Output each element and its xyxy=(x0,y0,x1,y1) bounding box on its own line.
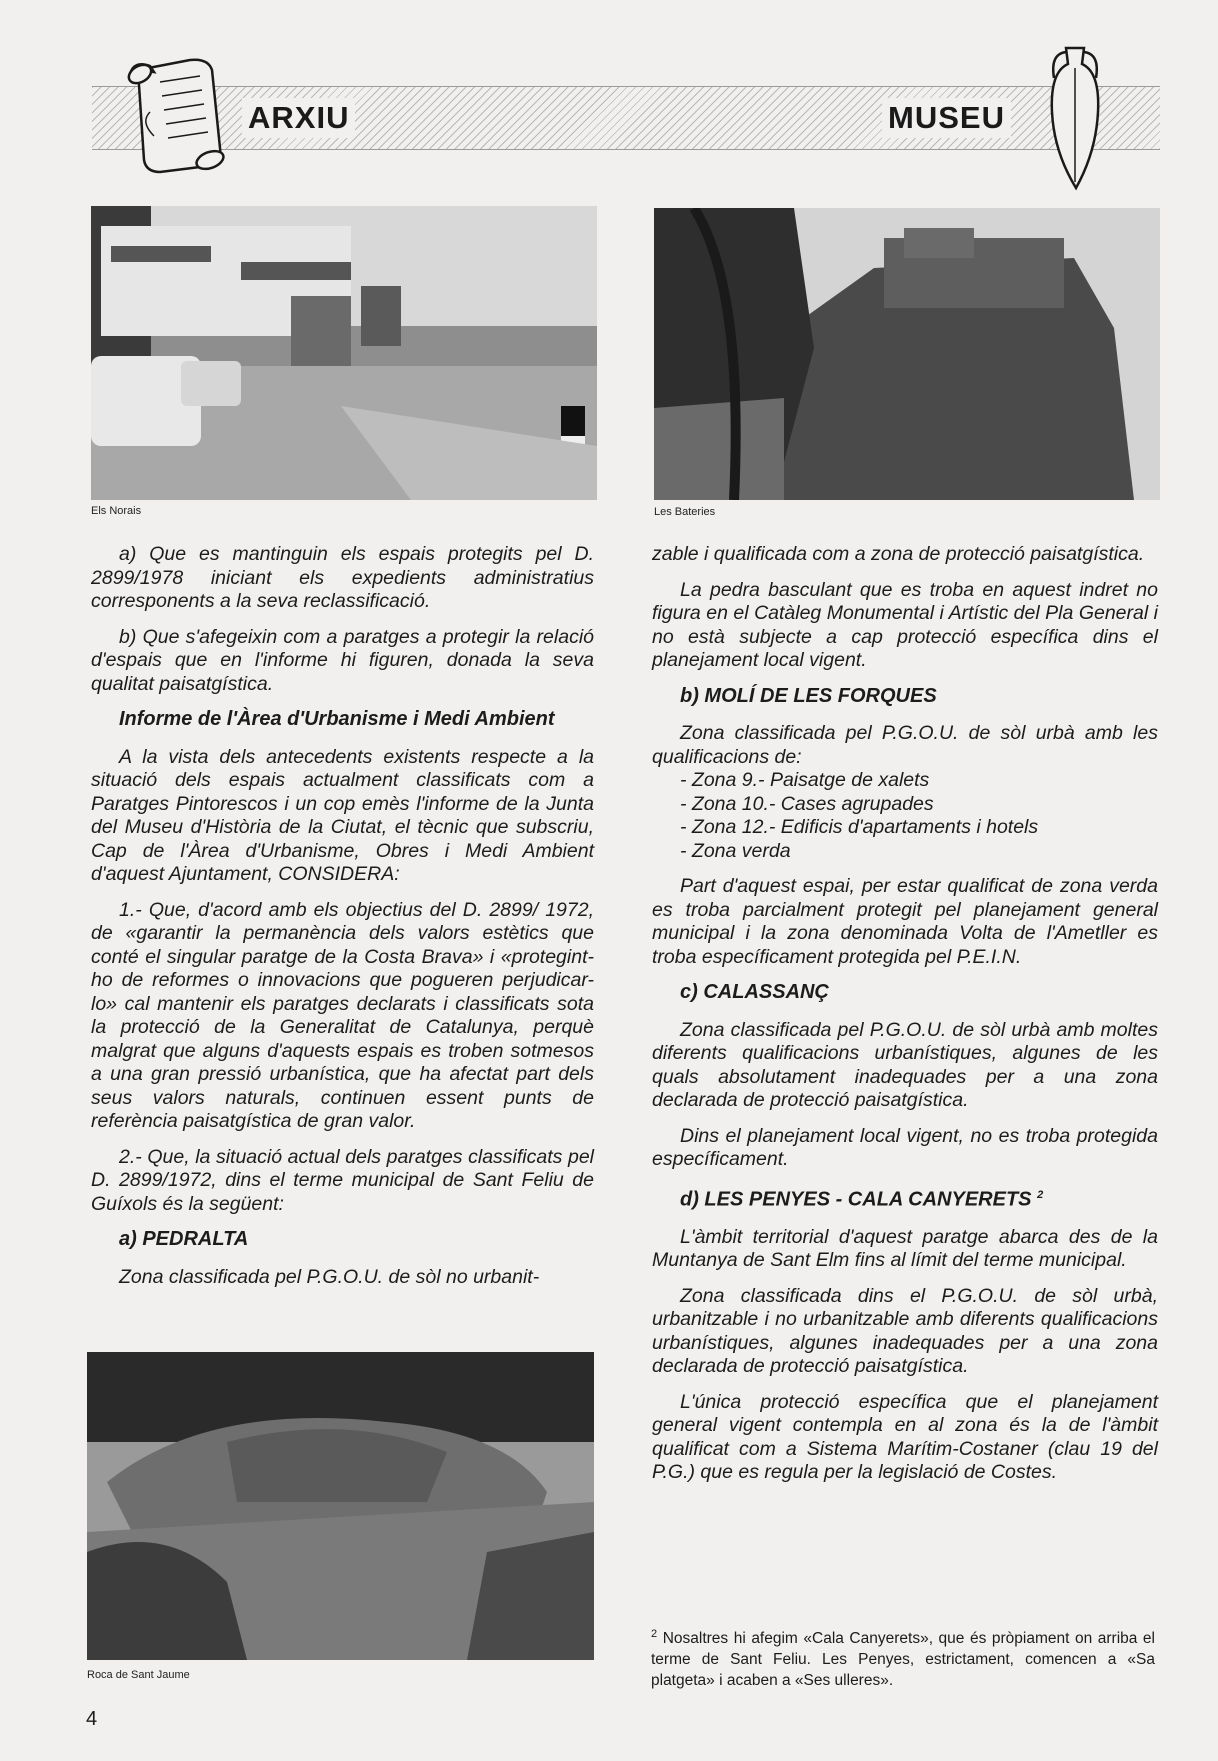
paragraph: 2.- Que, la situació actual dels paratges classificats pel D. 2899/1972, dins el terme municipal de Sant Feliu de Guíxols és la següent: xyxy=(91,1145,594,1215)
list-item: - Zona 10.- Cases agrupades xyxy=(680,792,934,815)
caption-els-norais: Els Norais xyxy=(91,505,142,517)
caption-roca-sant-jaume: Roca de Sant Jaume xyxy=(87,1669,190,1681)
paragraph: A la vista dels antecedents existents respecte a la situació dels espais actualment classificats com a Paratges Pintorescos i un cop emès l'informe de la Junta del Museu d'Història de la Ciutat, el tècnic que subscriu, Cap de l'Àrea d'Urbanisme, Obres i Medi Ambient d'aquest Ajuntament, CONSIDERA: xyxy=(91,745,594,885)
paragraph: a) Que es mantinguin els espais protegits pel D. 2899/1978 iniciant els expedients administratius corresponents a la seva reclassificació. xyxy=(91,543,594,612)
header-title-arxiu: ARXIU xyxy=(242,98,355,138)
section-heading: b) MOLÍ DE LES FORQUES xyxy=(680,684,937,707)
paragraph: Zona classificada dins el P.G.O.U. de sòl urbà, urbanitzable i no urbanitzable amb diferents qualificacions urbanístiques, algunes inadequades per a una zona declarada de protecció paisatgística. xyxy=(652,1284,1158,1378)
paragraph: La pedra basculant que es troba en aquest indret no figura en el Catàleg Monumental i Artístic del Pla General i no està subjecte a cap protecció específica dins el planejament local vigent. xyxy=(652,578,1158,671)
paragraph: Dins el planejament local vigent, no es troba protegida específicament. xyxy=(652,1124,1158,1170)
list-item: - Zona verda xyxy=(680,839,791,862)
section-heading: c) CALASSANÇ xyxy=(680,981,829,1003)
caption-les-bateries: Les Bateries xyxy=(654,506,716,518)
paragraph: Zona classificada pel P.G.O.U. de sòl urbà amb les qualificacions de: xyxy=(652,722,1158,768)
header-title-museu: MUSEU xyxy=(882,98,1011,138)
paragraph: L'àmbit territorial d'aquest paratge abarca des de la Muntanya de Sant Elm fins al límit del terme municipal. xyxy=(652,1225,1158,1272)
paragraph: Zona classificada pel P.G.O.U. de sòl urbà amb moltes diferents qualificacions urbanístiques, algunes de les quals absolutament inadequades per a una zona declarada de protecció paisatgística. xyxy=(652,1018,1158,1111)
paragraph: zable i qualificada com a zona de protecció paisatgística. xyxy=(652,543,1145,565)
heading-text: d) LES PENYES - CALA CANYERETS xyxy=(680,1188,1032,1211)
footnote-text: Nosaltres hi afegim «Cala Canyerets», que és pròpiament on arriba el terme de Sant Feliu. Les Penyes, estrictament, comencen a «Sa platgeta» i acaben a «Ses ulleres». xyxy=(651,1630,1155,1690)
section-heading xyxy=(680,1184,1158,1212)
list-item: - Zona 12.- Edificis d'apartaments i hotels xyxy=(680,816,1039,838)
right-column xyxy=(652,543,1158,1497)
section-heading: a) PEDRALTA xyxy=(119,1228,249,1250)
paragraph: L'única protecció específica que el planejament general vigent contempla en al zona és la de l'àmbit qualificat com a Sistema Marítim-Costaner (clau 19 del P.G.) que es regula per la legislació de Costes. xyxy=(652,1390,1158,1484)
footnote-ref: 2 xyxy=(1037,1188,1044,1201)
left-column xyxy=(91,543,594,1301)
section-heading: Informe de l'Àrea d'Urbanisme i Medi Ambient xyxy=(119,708,555,730)
photo-roca-sant-jaume xyxy=(87,1352,594,1660)
footnote xyxy=(651,1624,1155,1691)
zone-list xyxy=(652,769,1158,863)
list-item: - Zona 9.- Paisatge de xalets xyxy=(680,769,930,791)
amphora-icon xyxy=(1046,42,1104,192)
paragraph: Part d'aquest espai, per estar qualificat de zona verda es troba parcialment protegit pel planejament general municipal i la zona denominada Volta de l'Ametller es troba específicament protegida pel P.E.I.N. xyxy=(652,875,1158,968)
paragraph: Zona classificada pel P.G.O.U. de sòl no urbanit- xyxy=(119,1265,540,1288)
paragraph: 1.- Que, d'acord amb els objectius del D. 2899/ 1972, de «garantir la permanència dels valors estètics que conté el singular paratge de la Costa Brava» i «protegint-ho de reformes o innovacions que pogueren perjudicar-lo» cal mantenir els paratges declarats i classificats sota la protecció de la Generalitat de Catalunya, perquè malgrat que alguns d'aquests espais es troben sotmesos a una gran pressió urbanística, que ha afectat part dels seus valors naturals, continuen essent punts de referència paisatgística de gran valor. xyxy=(91,898,594,1132)
paragraph: b) Que s'afegeixin com a paratges a protegir la relació d'espais que en l'informe hi figuren, donada la seva qualitat paisatgística. xyxy=(91,625,594,695)
page-number: 4 xyxy=(86,1708,98,1730)
footnote-marker: 2 xyxy=(651,1628,658,1640)
photo-les-bateries xyxy=(654,208,1160,500)
photo-els-norais xyxy=(91,206,597,500)
scroll-icon xyxy=(120,52,230,176)
